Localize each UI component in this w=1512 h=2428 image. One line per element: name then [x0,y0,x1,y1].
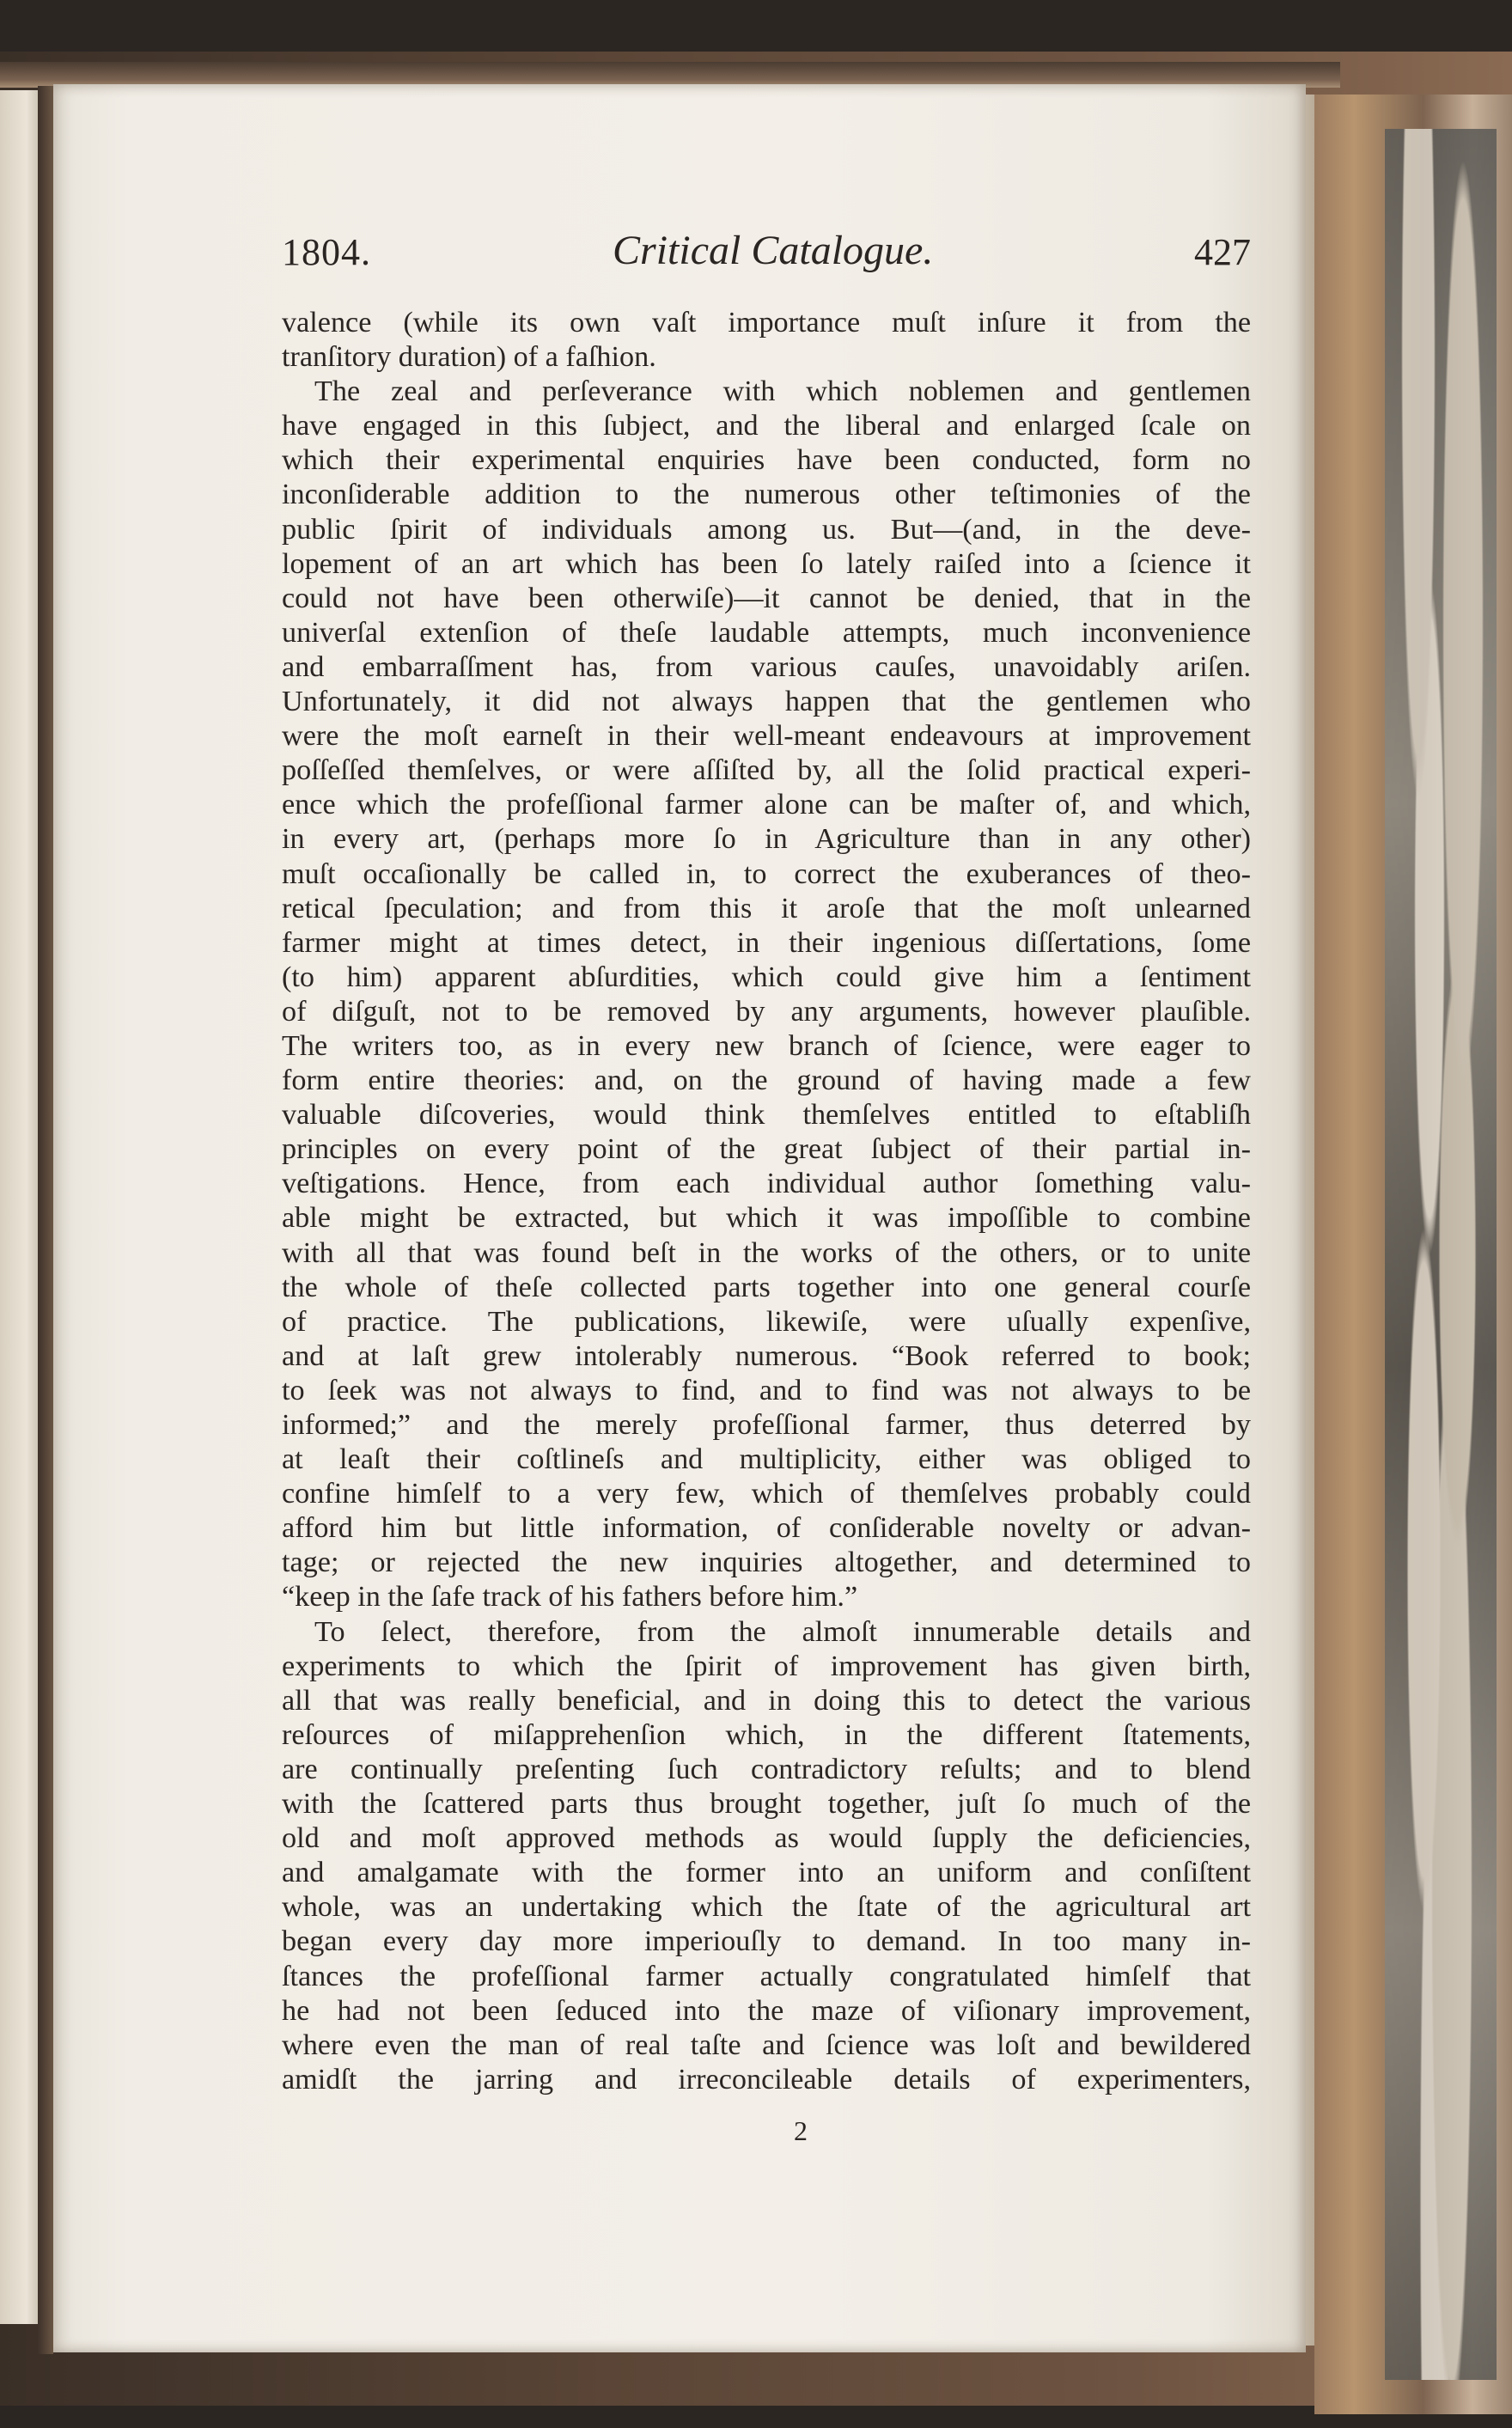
text-line: To ſelect, therefore, from the almoſt innumerable details and [314,1615,1251,1648]
text-line: univerſal extenſion of theſe laudable attempts, much inconvenience [282,616,1251,649]
text-line: old and moſt approved methods as would ſupply the deficiencies, [282,1822,1251,1855]
text-line: reſources of miſapprehenſion which, in the different ſtatements, [282,1718,1251,1751]
text-line: ſtances the profeſſional farmer actually congratulated himſelf that [282,1960,1251,1992]
marbled-endpaper [1385,129,1497,2380]
text-line: farmer might at times detect, in their ingenious diſſertations, ſome [282,926,1251,959]
text-line: and embarraſſment has, from various cauſes, unavoidably ariſen. [282,650,1251,683]
page-number: 427 [1194,231,1251,273]
text-line: began every day more imperiouſly to demand. In too many in- [282,1925,1251,1958]
text-line: with the ſcattered parts thus brought together, juſt ſo much of the [282,1788,1251,1821]
text-line: could not have been otherwiſe)—it cannot be denied, that in the [282,582,1251,614]
text-line: afford him but little information, of conſiderable novelty or advan- [282,1512,1251,1545]
header-title: Critical Catalogue. [613,228,934,273]
text-line: inconſiderable addition to the numerous other teſtimonies of the [282,479,1251,511]
text-line: ence which the profeſſional farmer alone can be maſter of, and which, [282,789,1251,821]
text-line: where even the man of real taſte and ſcience was loſt and bewildered [282,2028,1251,2061]
text-line: The writers too, as in every new branch of ſcience, were eager to [282,1029,1251,1062]
text-line: the whole of theſe collected parts together into one general courſe [282,1271,1251,1303]
header-year: 1804. [282,231,371,273]
text-line: “keep in the ſafe track of his fathers before him.” [282,1581,858,1614]
text-line: tage; or rejected the new inquiries altogether, and determined to [282,1546,1251,1579]
text-line: lopement of an art which has been ſo lately raiſed into a ſcience it [282,547,1251,580]
text-line: valuable diſcoveries, would think themſelves entitled to eſtabliſh [282,1099,1251,1132]
text-line: retical ſpeculation; and from this it aroſe that the moſt unlearned [282,892,1251,924]
text-line: to ſeek was not always to find, and to find was not always to be [282,1374,1251,1406]
text-line: of diſguſt, not to be removed by any arguments, however plauſible. [282,995,1251,1028]
text-line: have engaged in this ſubject, and the liberal and enlarged ſcale on [282,410,1251,442]
text-line: informed;” and the merely profeſſional farmer, thus deterred by [282,1409,1251,1441]
text-line: valence (while its own vaſt importance muſt inſure it from the [282,307,1251,339]
text-line: public ſpirit of individuals among us. But—(and, in the deve- [282,513,1251,546]
text-line: of practice. The publications, likewiſe, were uſually expenſive, [282,1305,1251,1338]
text-line: which their experimental enquiries have been conducted, form no [282,444,1251,477]
text-line: with all that was found beſt in the works of the others, or to unite [282,1236,1251,1269]
text-line: in every art, (perhaps more ſo in Agriculture than in any other) [282,823,1251,856]
text-line: and at laſt grew intolerably numerous. “Book referred to book; [282,1339,1251,1372]
text-line: experiments to which the ſpirit of improvement has given birth, [282,1650,1251,1682]
text-line: whole, was an undertaking which the ſtate of the agricultural art [282,1891,1251,1924]
body-text [282,306,1251,2097]
book-gutter [38,86,53,2354]
text-line: veſtigations. Hence, from each individual author ſomething valu- [282,1168,1251,1200]
text-line: muſt occaſionally be called in, to correct the exuberances of theo- [282,857,1251,890]
text-line: Unfortunately, it did not always happen that the gentlemen who [282,686,1251,718]
text-line: (to him) apparent abſurdities, which could give him a ſentiment [282,961,1251,993]
text-line: tranſitory duration) of a faſhion. [282,341,656,374]
text-line: he had not been ſeduced into the maze of viſionary improvement, [282,1994,1251,2027]
text-line: at leaſt their coſtlineſs and multiplicity, either was obliged to [282,1443,1251,1476]
text-line: all that was really beneficial, and in doing this to detect the various [282,1684,1251,1717]
facing-page [0,90,38,2324]
running-head [282,230,1251,282]
catchword: 2 [794,2115,808,2146]
text-line: form entire theories: and, on the ground of having made a few [282,1065,1251,1097]
text-line: principles on every point of the great ſubject of their partial in- [282,1133,1251,1166]
text-line: were the moſt earneſt in their well-meant endeavours at improvement [282,720,1251,753]
text-line: The zeal and perſeverance with which noblemen and gentlemen [314,375,1251,408]
text-line: poſſeſſed themſelves, or were aſſiſted by, all the ſolid practical experi- [282,754,1251,787]
text-line: able might be extracted, but which it was impoſſible to combine [282,1202,1251,1235]
text-line: confine himſelf to a very few, which of themſelves probably could [282,1478,1251,1510]
text-line: are continually preſenting ſuch contradictory reſults; and to blend [282,1753,1251,1785]
text-line: and amalgamate with the former into an uniform and conſiſtent [282,1857,1251,1889]
text-line: amidſt the jarring and irreconcileable details of experimenters, [282,2063,1251,2096]
